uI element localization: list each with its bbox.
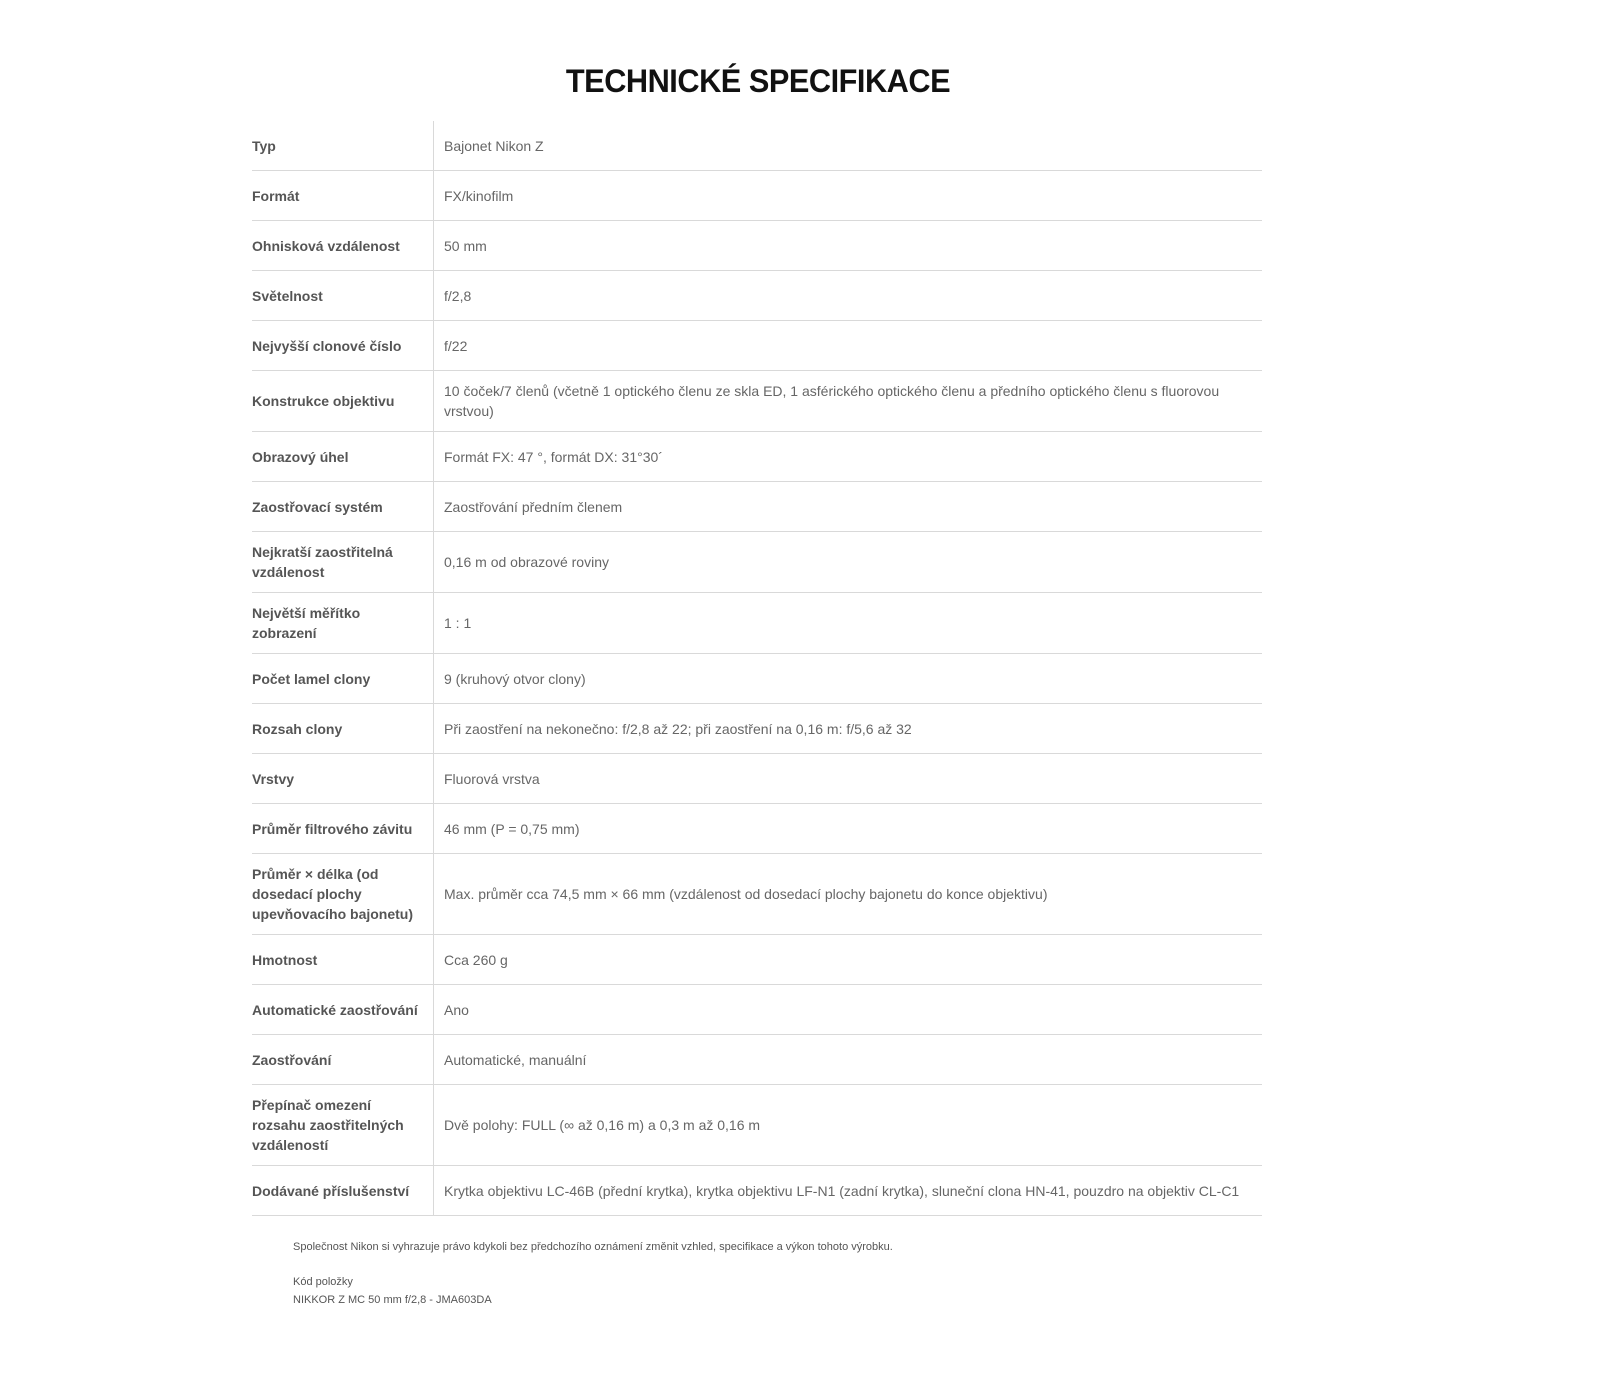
spec-value: Bajonet Nikon Z (444, 137, 544, 154)
spec-row (252, 482, 1262, 532)
spec-label: Vrstvy (252, 754, 434, 803)
spec-row (252, 171, 1262, 221)
spec-label: Zaostřování (252, 1035, 434, 1084)
item-code-value: NIKKOR Z MC 50 mm f/2,8 - JMA603DA (293, 1294, 492, 1306)
spec-row (252, 1166, 1262, 1216)
spec-row (252, 935, 1262, 985)
spec-value: Zaostřování předním členem (444, 498, 623, 515)
spec-row (252, 1035, 1262, 1085)
spec-label: Světelnost (252, 271, 434, 320)
spec-row (252, 121, 1262, 171)
disclaimer-text: Společnost Nikon si vyhrazuje právo kdykoli bez předchozího oznámení změnit vzhled, specifikace a výkon tohoto výrobku. (293, 1241, 893, 1253)
spec-value: 10 čoček/7 členů (včetně 1 optického členu ze skla ED, 1 asférického optického členu a předního optického členu s fluorovou vrstvou) (444, 383, 1220, 419)
spec-row (252, 271, 1262, 321)
item-code-label: Kód položky (293, 1276, 353, 1288)
spec-value: 9 (kruhový otvor clony) (444, 670, 586, 687)
spec-label: Průměr × délka (od dosedací plochy upevňovacího bajonetu) (252, 854, 434, 934)
spec-value: f/22 (444, 337, 468, 354)
spec-value: 0,16 m od obrazové roviny (444, 554, 609, 570)
spec-value: Max. průměr cca 74,5 mm × 66 mm (vzdálenost od dosedací plochy bajonetu do konce objektivu) (444, 886, 1048, 902)
spec-label: Průměr filtrového závitu (252, 804, 434, 853)
spec-value: Cca 260 g (444, 951, 508, 968)
spec-value: Fluorová vrstva (444, 770, 540, 787)
spec-label: Nejvyšší clonové číslo (252, 321, 434, 370)
spec-label: Typ (252, 121, 434, 170)
spec-row (252, 221, 1262, 271)
spec-row (252, 804, 1262, 854)
spec-value: 46 mm (P = 0,75 mm) (444, 820, 580, 837)
spec-row (252, 593, 1262, 654)
footer-notes (293, 1238, 1193, 1309)
spec-row (252, 1085, 1262, 1166)
spec-label: Největší měřítko zobrazení (252, 593, 434, 653)
spec-label: Hmotnost (252, 935, 434, 984)
spec-row (252, 854, 1262, 935)
spec-label: Ohnisková vzdálenost (252, 221, 434, 270)
spec-row (252, 754, 1262, 804)
spec-row (252, 654, 1262, 704)
spec-row (252, 321, 1262, 371)
spec-value: Ano (444, 1001, 469, 1018)
spec-label: Obrazový úhel (252, 432, 434, 481)
spec-label: Rozsah clony (252, 704, 434, 753)
spec-label: Formát (252, 171, 434, 220)
spec-value: Formát FX: 47 °, formát DX: 31°30´ (444, 448, 663, 465)
spec-label: Nejkratší zaostřitelná vzdálenost (252, 532, 434, 592)
spec-row (252, 532, 1262, 593)
spec-value: Dvě polohy: FULL (∞ až 0,16 m) a 0,3 m až 0,16 m (444, 1117, 761, 1133)
page-title: TECHNICKÉ SPECIFIKACE (565, 63, 951, 99)
spec-value: Krytka objektivu LC-46B (přední krytka), krytka objektivu LF-N1 (zadní krytka), sluneční clona HN-41, pouzdro na objektiv CL-C1 (444, 1182, 1240, 1199)
spec-label: Konstrukce objektivu (252, 371, 434, 431)
spec-table (252, 121, 1262, 1216)
spec-row (252, 704, 1262, 754)
spec-value: 1 : 1 (444, 615, 472, 631)
spec-value: FX/kinofilm (444, 187, 514, 204)
spec-value: Při zaostření na nekonečno: f/2,8 až 22; při zaostření na 0,16 m: f/5,6 až 32 (444, 720, 912, 737)
spec-row (252, 432, 1262, 482)
spec-value: f/2,8 (444, 287, 472, 304)
spec-label: Zaostřovací systém (252, 482, 434, 531)
spec-value: Automatické, manuální (444, 1051, 587, 1068)
spec-row (252, 371, 1262, 432)
spec-label: Automatické zaostřování (252, 985, 434, 1034)
spec-label: Počet lamel clony (252, 654, 434, 703)
spec-label: Dodávané příslušenství (252, 1166, 434, 1215)
spec-row (252, 985, 1262, 1035)
spec-value: 50 mm (444, 237, 487, 254)
spec-label: Přepínač omezení rozsahu zaostřitelných vzdáleností (252, 1085, 434, 1165)
